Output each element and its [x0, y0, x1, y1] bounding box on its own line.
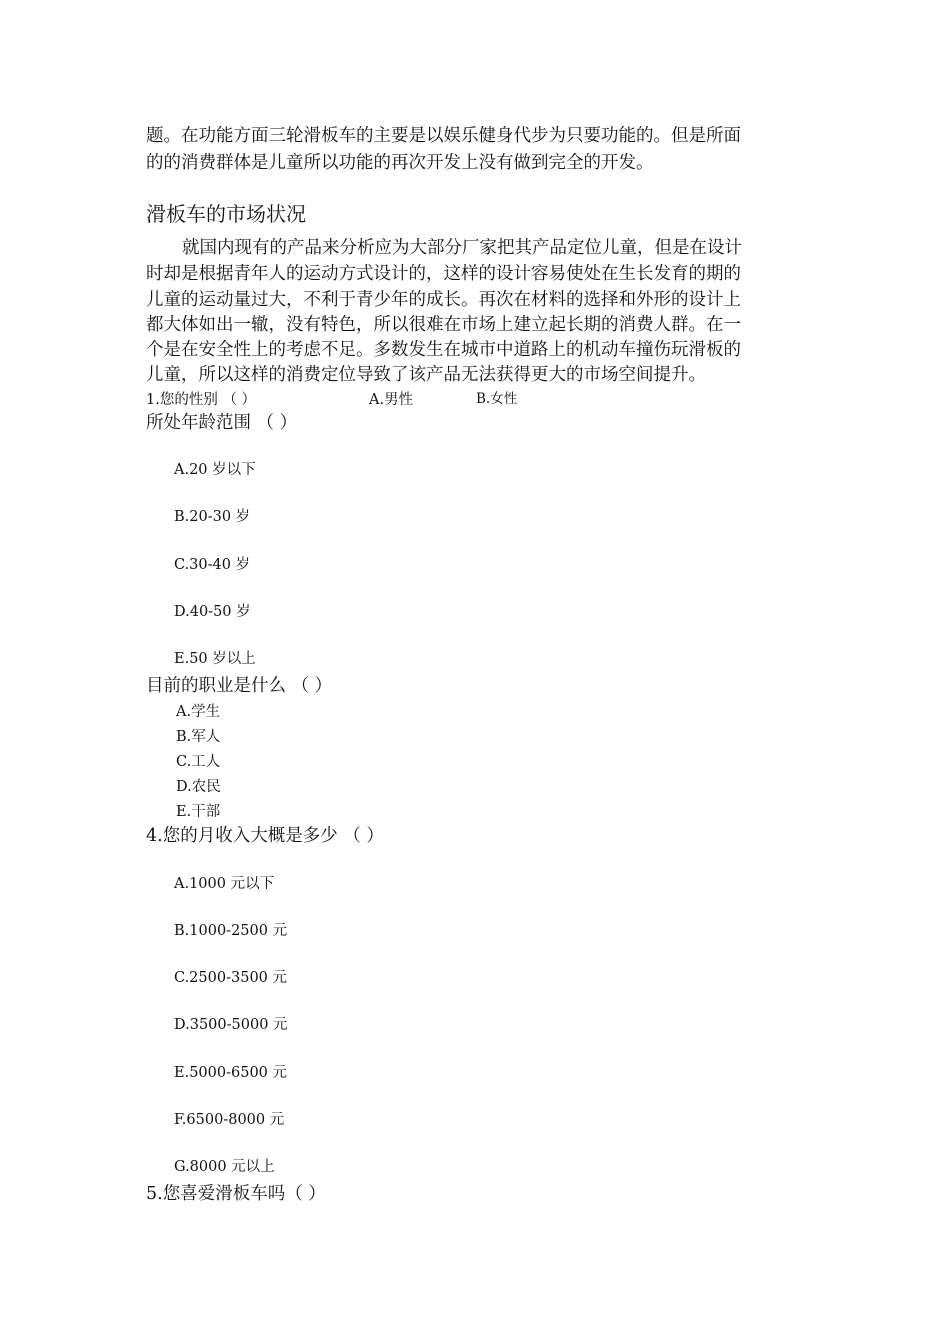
option-male: A.男性 — [369, 392, 414, 408]
income-option-c: C.2500-3500 元 — [174, 970, 287, 986]
question-income: 4.您的月收入大概是多少 （ ） — [146, 826, 384, 846]
market-line-3: 儿童的运动量过大，不利于青少年的成长。再次在材料的选择和外形的设计上 — [146, 290, 741, 310]
intro-line-1: 题。在功能方面三轮滑板车的主要是以娱乐健身代步为只要功能的。但是所面 — [146, 126, 741, 146]
occupation-option-c: C.工人 — [176, 754, 221, 770]
occupation-option-d: D.农民 — [176, 779, 221, 795]
income-option-d: D.3500-5000 元 — [174, 1017, 288, 1033]
market-line-2: 时却是根据青年人的运动方式设计的，这样的设计容易使处在生长发育的期的 — [146, 264, 741, 284]
age-option-e: E.50 岁以上 — [174, 651, 256, 667]
intro-line-2: 的的消费群体是儿童所以功能的再次开发上没有做到完全的开发。 — [146, 153, 654, 173]
age-option-a: A.20 岁以下 — [174, 462, 256, 478]
option-female: B.女性 — [476, 391, 518, 407]
income-option-b: B.1000-2500 元 — [174, 923, 288, 939]
market-line-1: 就国内现有的产品来分析应为大部分厂家把其产品定位儿童，但是在设计 — [182, 238, 742, 258]
age-option-c: C.30-40 岁 — [174, 557, 251, 573]
age-option-d: D.40-50 岁 — [174, 604, 251, 620]
question-occupation: 目前的职业是什么 （ ） — [146, 676, 333, 696]
question-gender: 1.您的性别 （ ） — [146, 392, 257, 408]
income-option-e: E.5000-6500 元 — [174, 1065, 288, 1081]
income-option-a: A.1000 元以下 — [174, 876, 275, 892]
occupation-option-b: B.军人 — [176, 729, 221, 745]
question-age-range: 所处年龄范围 （ ） — [146, 413, 298, 433]
market-line-5: 个是在安全性上的考虑不足。多数发生在城市中道路上的机动车撞伤玩滑板的 — [146, 340, 741, 360]
income-option-f: F.6500-8000 元 — [174, 1112, 285, 1128]
market-line-6: 儿童，所以这样的消费定位导致了该产品无法获得更大的市场空间提升。 — [146, 365, 706, 385]
market-line-4: 都大体如出一辙，没有特色，所以很难在市场上建立起长期的消费人群。在一 — [146, 315, 741, 335]
section-heading: 滑板车的市场状况 — [146, 202, 306, 226]
income-option-g: G.8000 元以上 — [174, 1159, 275, 1175]
question-like-scooter: 5.您喜爱滑板车吗（ ） — [146, 1184, 326, 1204]
age-option-b: B.20-30 岁 — [174, 509, 251, 525]
occupation-option-a: A.学生 — [176, 704, 221, 720]
occupation-option-e: E.干部 — [176, 804, 221, 820]
